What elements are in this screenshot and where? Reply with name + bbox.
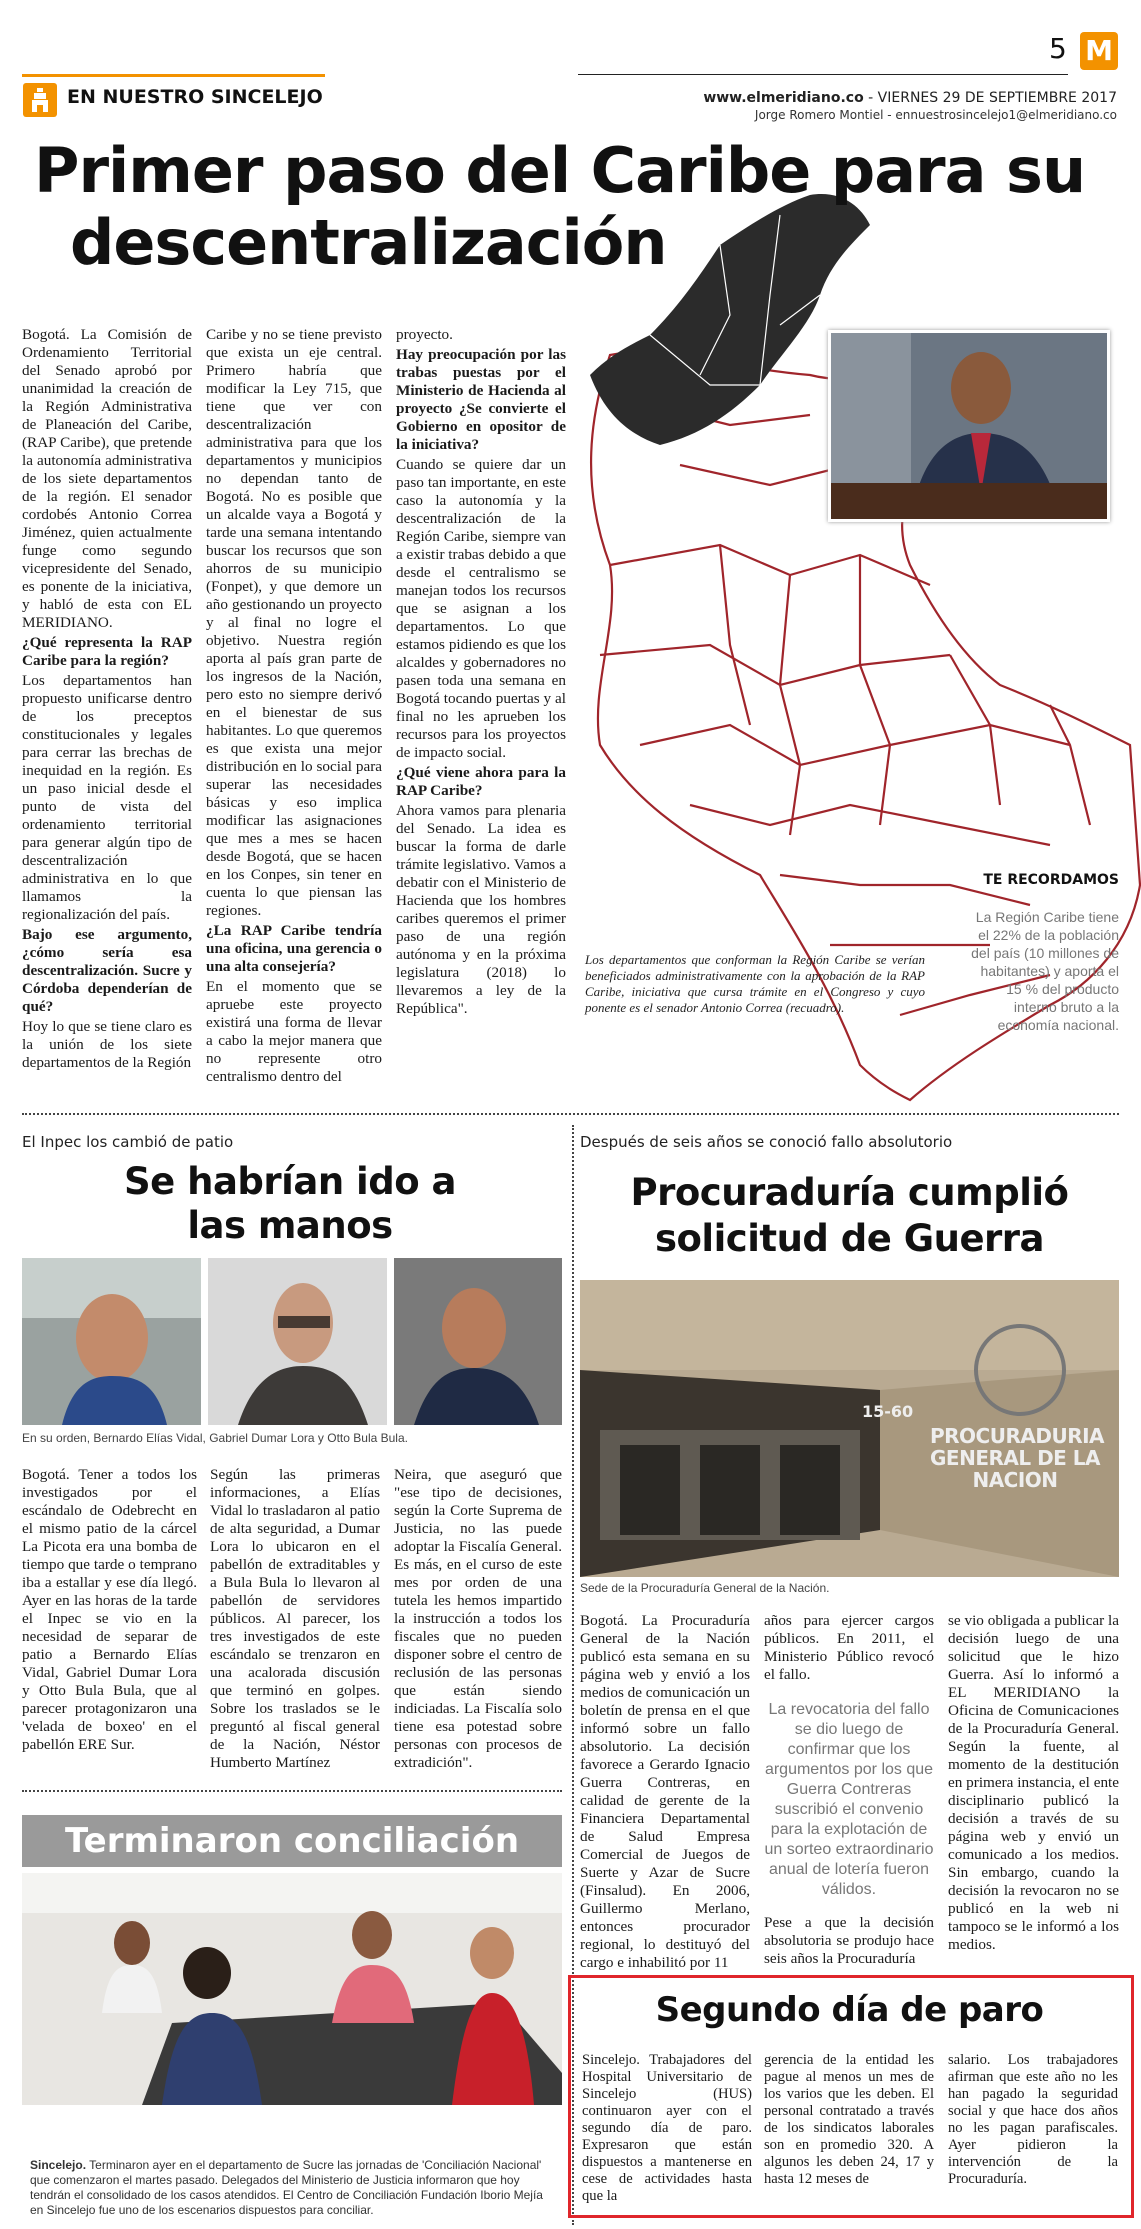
question-1: ¿Qué representa la RAP Caribe para la región?: [22, 634, 192, 669]
inpec-kicker: El Inpec los cambió de patio: [22, 1133, 234, 1151]
byline: Jorge Romero Montiel - ennuestrosincelejo1@elmeridiano.co: [754, 108, 1117, 122]
map-caption: Los departamentos que conforman la Región Caribe se verían beneficiados administrativamente con la aprobación de la RAP Caribe, iniciativa que cursa trámite en el Congreso y cuyo ponente es el senador Antonio Correa (recuadro).: [585, 952, 925, 1015]
photo-elias-vidal: [22, 1258, 201, 1425]
page-number: 5: [1049, 32, 1067, 65]
procuraduria-col-2-text-a: años para ejercer cargos públicos. En 2011, el Ministerio Público revocó el fallo.: [764, 1612, 934, 1683]
main-col-2: [206, 326, 382, 1088]
procuraduria-photo: [580, 1280, 1119, 1577]
procuraduria-col-2: [764, 1612, 934, 1970]
procuraduria-headline: [580, 1170, 1119, 1262]
date: - VIERNES 29 DE SEPTIEMBRE 2017: [868, 90, 1117, 106]
procuraduria-caption: Sede de la Procuraduría General de la Nación.: [580, 1581, 830, 1595]
main-headline: [34, 135, 1114, 279]
main-col-3: [396, 326, 566, 1020]
procuraduria-kicker: Después de seis años se conoció fallo absolutorio: [580, 1133, 953, 1151]
procuraduria-col-2-text-b: Pese a que la decisión absolutoria se produjo hace seis años la Procuraduría: [764, 1914, 934, 1967]
paro-col-1: [582, 2052, 752, 2207]
dateline: [703, 90, 1117, 106]
headline-line-2: descentralización: [70, 206, 667, 279]
main-col-3-text-b: Ahora vamos para plenaria del Senado. La idea es buscar la forma de darle trámite legislativo. Vamos a debatir con el Ministerio de Hacienda que los hombres caribes queremos el primer paso de una región autónoma y en la próxima legislatura (2018) lo llevaremos a ley de la República".: [396, 802, 566, 1017]
inpec-col-3-text: Neira, que aseguró que "ese tipo de decisiones, según la Corte Suprema de Justicia, no las puede adoptar la Fiscalía General. Es más, en el curso de este mes por orden de una tutela les hemos impartido la instrucción a todos los fiscales que no pueden disponer sobre el centro de reclusión de las personas que están siendo indiciadas. La Fiscalía solo tiene esa potestad sobre personas con procesos de extradición".: [394, 1466, 562, 1771]
procuraduria-col-3: [948, 1612, 1119, 1956]
main-col-2-text-b: En el momento que se apruebe este proyecto existirá una forma de llevar a cabo la mejor manera que no represente otro centralismo dentro del: [206, 978, 382, 1085]
paro-headline: Segundo día de paro: [655, 1990, 1044, 2030]
question-4: Hay preocupación por las trabas puestas por el Ministerio de Hacienda al proyecto ¿Se convierte el Gobierno en opositor de la iniciativa?: [396, 346, 566, 453]
inpec-divider: [22, 1790, 562, 1792]
conciliacion-caption-text: Terminaron ayer en el departamento de Sucre las jornadas de 'Conciliación Nacional' que comenzaron el martes pasado. Delegados del Ministerio de Justicia informaron que hoy tendrán el consolidado de los casos atendidos. El Centro de Conciliación Fundación Iborio Mejía en Sincelejo fue uno de los escenarios dispuestos para conciliar.: [30, 2158, 543, 2217]
conciliacion-photo: [22, 1873, 562, 2105]
paro-col-3: [948, 2052, 1118, 2190]
procuraduria-col-1: [580, 1612, 750, 1974]
headline-line-1: Primer paso del Caribe para su: [34, 134, 1086, 207]
conciliacion-headline: Terminaron conciliación: [64, 1821, 520, 1861]
question-2: Bajo ese argumento, ¿cómo sería esa descentralización. Sucre y Córdoba dependerían de qué?: [22, 926, 192, 1015]
main-col-1-text-b: Los departamentos han propuesto unificarse dentro de los preceptos constitucionales y legales para cerrar las brechas de inequidad en la región. Es un paso inicial desde el punto de vista del ordenamiento territorial para generar algún tipo de descentralización administrativa en lo que llamamos la regionalización del país.: [22, 672, 192, 923]
logo: [1080, 32, 1118, 70]
main-col-1-text: Bogotá. La Comisión de Ordenamiento Territorial del Senado aprobó por unanimidad la creación de la Región Administrativa de Planeación del Caribe, (RAP Caribe), que pretende la autonomía administrativa de los siete departamentos de la región. El senador cordobés Antonio Correa Jiménez, quien actualmente funge como segundo vicepresidente del Senado, es ponente de la iniciativa, y habló de esta con EL MERIDIANO.: [22, 326, 192, 631]
paro-col-2: [764, 2052, 934, 2190]
procuraduria-headline-2: solicitud de Guerra: [654, 1217, 1045, 1260]
question-3: ¿La RAP Caribe tendría una oficina, una gerencia o una alta consejería?: [206, 922, 382, 975]
photo-otto-bula: [394, 1258, 562, 1425]
inpec-caption: En su orden, Bernardo Elías Vidal, Gabriel Dumar Lora y Otto Bula Bula.: [22, 1431, 408, 1445]
recordamos-box: [965, 872, 1119, 1034]
paro-col-1-text: Sincelejo. Trabajadores del Hospital Universitario de Sincelejo (HUS) continuaron ayer con el segundo día de paro. Expresaron que están dispuestos a mantenerse en cese de actividades hasta que la: [582, 2052, 752, 2204]
question-5: ¿Qué viene ahora para la RAP Caribe?: [396, 764, 566, 799]
inpec-headline: Se habrían ido a las manos: [124, 1160, 456, 1247]
main-col-3-text: Cuando se quiere dar un paso tan importante, en este caso la autonomía y la descentralización de la Región Caribe, siempre van a existir trabas debido a que desde el centralismo se manejan todos los recursos que se asignan a los departamentos. Lo que estamos pidiendo es que los alcaldes y gobernadores no pasen toda una semana en Bogotá tocando puertas y al final no les aprueben los recursos para los proyectos de impacto social.: [396, 456, 566, 761]
tower-icon: [23, 83, 57, 117]
inpec-col-1: [22, 1466, 197, 1756]
inpec-col-2: [210, 1466, 380, 1774]
section-title: EN NUESTRO SINCELEJO: [67, 86, 323, 108]
recordamos-title: TE RECORDAMOS: [983, 872, 1119, 888]
site-url[interactable]: www.elmeridiano.co: [703, 90, 864, 106]
building-sign: PROCURADURIA GENERAL DE LA NACION: [930, 1424, 1105, 1492]
paro-col-3-text: salario. Los trabajadores afirman que este año no les han pagado la seguridad social y que hace dos años no les pagan parafiscales. Ayer pidieron la intervención de la Procuraduría.: [948, 2052, 1118, 2187]
procuraduria-col-3-text: se vio obligada a publicar la decisión luego de una solicitud que le hizo Guerra. Así lo informó a EL MERIDIANO la Oficina de Comunicaciones de la Procuraduría General. Según la fuente, al momento de la destitución en primera instancia, el ente disciplinario publicó la decisión a través de su página web y envió un comunicado a los medios. Sin embargo, cuando la decisión la revocaron no se publicó en la web ni tampoco se le informó a los medios.: [948, 1612, 1119, 1953]
main-col-3-text-a: proyecto.: [396, 326, 453, 343]
inpec-col-2-text: Según las primeras informaciones, a Elías Vidal lo trasladaron al patio de alta seguridad, a Dumar Lora lo ubicaron en el pabellón de extraditables y a Bula Bula lo llevaron al pabellón de servidores públicos. Al parecer, los tres investigados de este escándalo se trenzaron en una acalorada discusión que terminó en golpes. Sobre los traslados se le preguntó al fiscal general de la Nación, Néstor Humberto Martínez: [210, 1466, 380, 1771]
conciliacion-caption: [30, 2158, 555, 2218]
recordamos-text: La Región Caribe tiene el 22% de la población del país (10 millones de habitantes) y aporta el 15 % del producto interno bruto a la economía nacional.: [971, 909, 1119, 1033]
conciliacion-banner: [22, 1815, 562, 1867]
main-col-1: [22, 326, 192, 1074]
senator-photo: [828, 330, 1110, 522]
procuraduria-quote: La revocatoria del fallo se dio luego de confirmar que los argumentos por los que Guerra Contreras suscribió el convenio para la explotación de un sorteo extraordinario anual de lotería fueron válidos.: [764, 1701, 934, 1898]
main-col-2-text: Caribe y no se tiene previsto que exista un eje central. Primero habría que modificar la Ley 715, que tiene que ver con descentralización administrativa para que los departamentos y municipios no dependan tanto de Bogotá. No es posible que un alcalde vaya a Bogotá y tarde una semana intentando buscar los recursos que son ahorros de su municipio (Fonpet), y que demore un año gestionando un proyecto y al final no logre el objetivo. Nuestra región aporta al país gran parte de los ingresos de la Nación, pero esto no siempre derivó en el bienestar de sus habitantes. Lo que queremos es que exista una mejor distribución en lo social para superar las necesidades básicas y eso implica modificar las asignaciones que mes a mes se hacen desde Bogotá, que se hacen en los Conpes, sin tener en cuenta lo que piensan las regiones.: [206, 326, 382, 919]
photo-dumar-lora: [208, 1258, 387, 1425]
section-bar: [22, 74, 325, 77]
section-divider: [22, 1113, 1119, 1115]
main-col-1-text-c: Hoy lo que se tiene claro es la unión de los siete departamentos de la Región: [22, 1018, 192, 1071]
header-rule: [578, 74, 1068, 75]
building-number: 15-60: [862, 1402, 914, 1421]
inpec-col-1-text: Bogotá. Tener a todos los investigados por el escándalo de Odebrecht en el mismo patio de la cárcel La Picota era una bomba de tiempo que tarde o temprano iba a estallar y ese día llegó. Ayer en las horas de la tarde el Inpec se vio en la necesidad de separar de patio a Bernardo Elías Vidal, Gabriel Dumar Lora y Otto Bula Bula, que al parecer protagonizaron una 'velada de boxeo' en el pabellón ERE Sur.: [22, 1466, 197, 1753]
inpec-col-3: [394, 1466, 562, 1774]
procuraduria-col-1-text: Bogotá. La Procuraduría General de la Nación publicó esta semana en su página web y envió a los medios de comunicación un boletín de prensa en el que informó sobre un fallo absolutorio. La decisión favorece a Gerardo Ignacio Guerra Contreras, en calidad de gerente de la Financiera Departamental de Salud Empresa Comercial de Juegos de Suerte y Azar de Sucre (Finsalud). En 2006, Guillermo Merlano, entonces procurador regional, lo destituyó del cargo e inhabilitó por 11: [580, 1612, 750, 1971]
paro-col-2-text: gerencia de la entidad les pague al menos un mes de los varios que les deben. El personal contratado a través de los sindicatos laborales son en promedio 320. A algunos les deben 24, 17 y hasta 12 meses de: [764, 2052, 934, 2187]
logo-letter: M: [1085, 34, 1113, 67]
conciliacion-caption-lead: Sincelejo.: [30, 2158, 87, 2172]
procuraduria-headline-1: Procuraduría cumplió: [630, 1171, 1069, 1214]
